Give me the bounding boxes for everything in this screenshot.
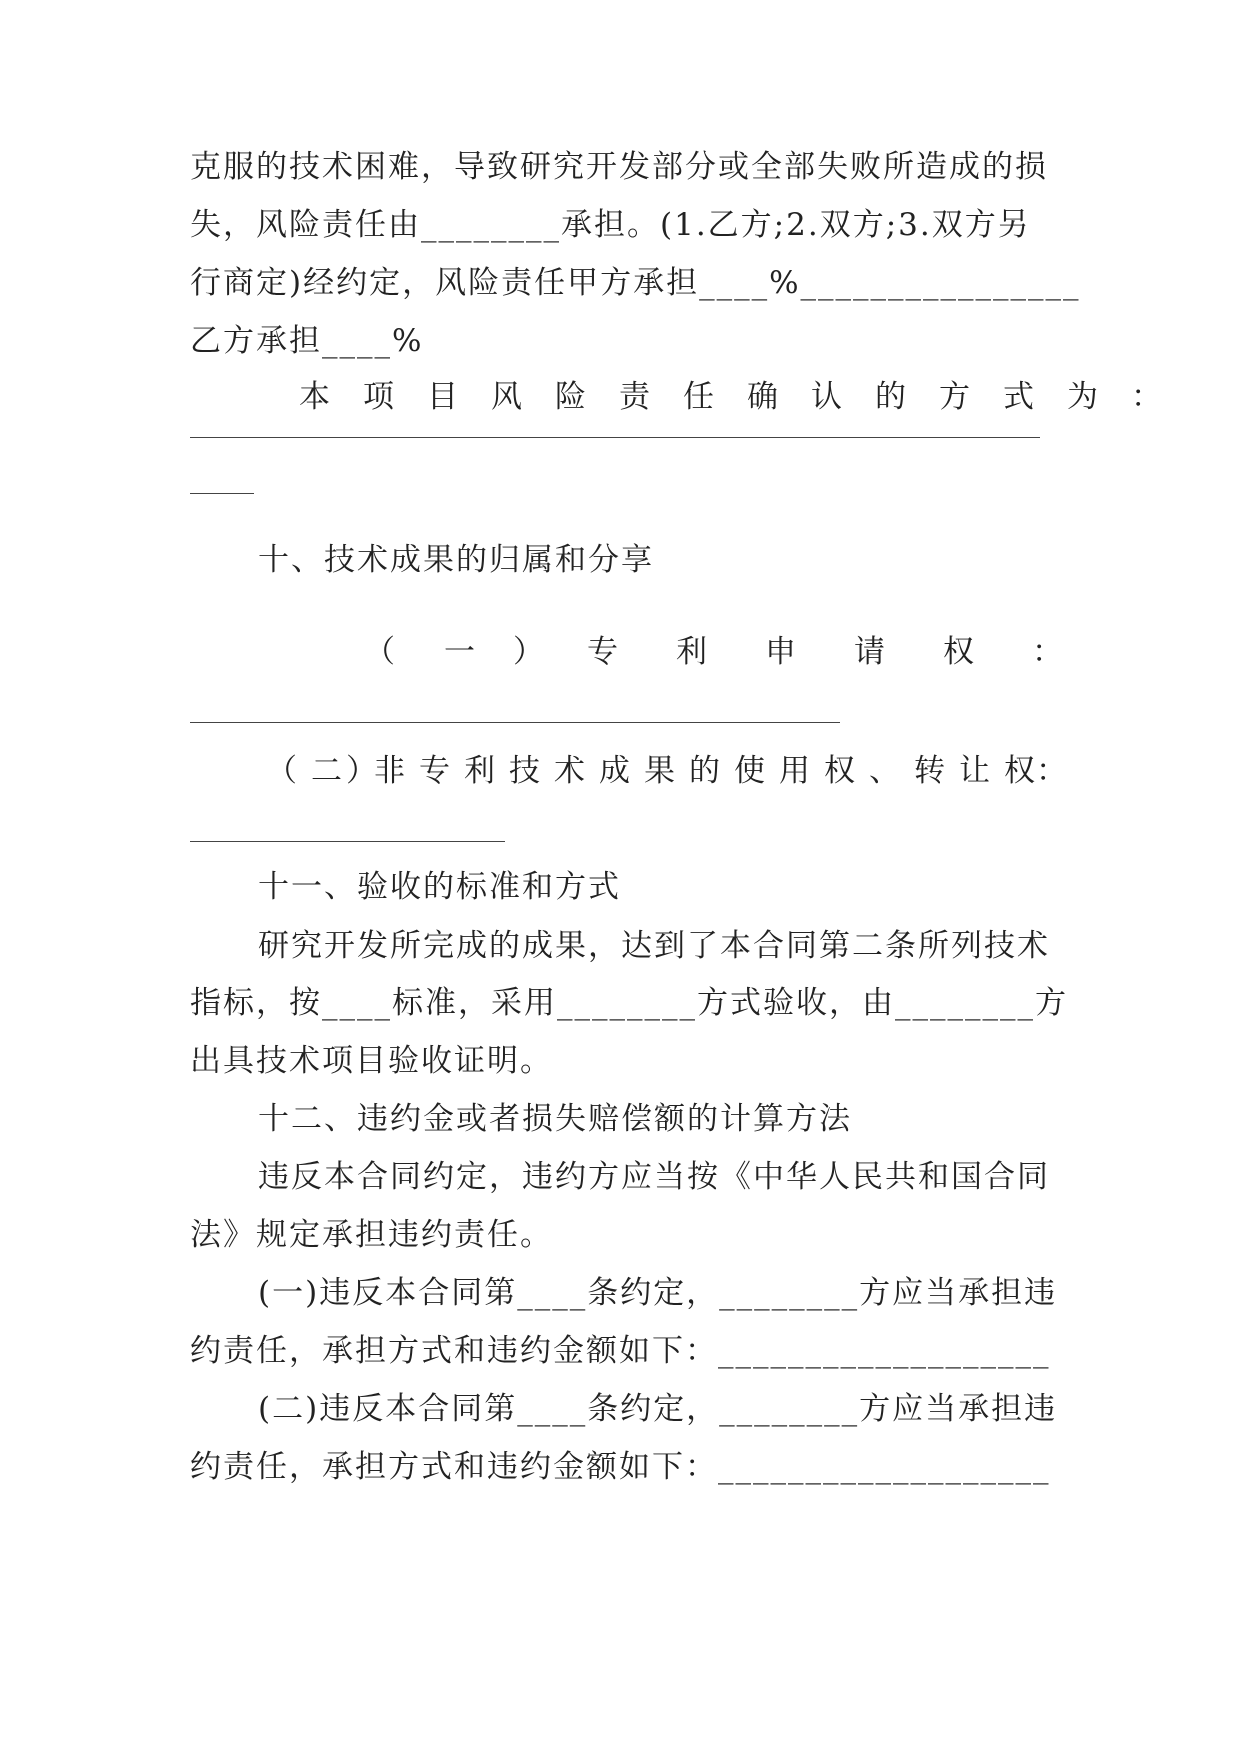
text-line-10: 研究开发所完成的成果，达到了本合同第二条所列技术: [258, 928, 1050, 964]
spread-char: （: [266, 753, 297, 789]
spread-char: 用: [779, 753, 810, 789]
spread-char: ：: [1036, 753, 1067, 789]
spread-char: 利: [464, 753, 495, 789]
spread-char: 技: [509, 753, 540, 789]
breach-item-1: (一)违反本合同第____条约定，________方应当承担违: [258, 1275, 1058, 1311]
spread-char: 非: [374, 753, 405, 789]
spread-char: 认: [811, 379, 842, 415]
spread-char: 权: [1004, 753, 1035, 789]
spread-char: ）: [346, 753, 377, 789]
spread-char: 确: [747, 379, 778, 415]
spread-char: 专: [419, 753, 450, 789]
spread-char: 任: [683, 379, 714, 415]
spread-char: 风: [491, 379, 522, 415]
breach-item-1-cont: 约责任，承担方式和违约金额如下：___________________: [190, 1333, 1051, 1369]
spread-char: 项: [363, 379, 394, 415]
spread-char: 利: [676, 634, 707, 670]
text-line-11: 指标，按____标准，采用________方式验收，由________方: [190, 985, 1068, 1021]
spread-char: 一: [444, 634, 475, 670]
blank-underline: [190, 437, 1040, 438]
spread-char: 权: [824, 753, 855, 789]
spread-char: ：: [1032, 634, 1063, 670]
spread-char: 请: [854, 634, 885, 670]
spread-char: 使: [734, 753, 765, 789]
blank-underline: [190, 841, 505, 842]
text-line-4: 乙方承担____%: [190, 323, 424, 359]
spread-char: 式: [1003, 379, 1034, 415]
spread-char: 的: [875, 379, 906, 415]
spread-char: 的: [689, 753, 720, 789]
spread-char: 二: [311, 753, 342, 789]
text-line-15: 法》规定承担违约责任。: [190, 1217, 553, 1253]
text-line-1: 克服的技术困难，导致研究开发部分或全部失败所造成的损: [190, 149, 1048, 185]
spread-char: 成: [599, 753, 630, 789]
section-heading-11: 十一、验收的标准和方式: [258, 869, 621, 905]
spread-char: 为: [1067, 379, 1098, 415]
spread-char: （: [364, 634, 395, 670]
spread-char: 让: [959, 753, 990, 789]
spread-char: 专: [587, 634, 618, 670]
spread-char: ）: [513, 634, 544, 670]
spread-char: ：: [1131, 379, 1162, 415]
spread-char: 险: [555, 379, 586, 415]
text-line-14: 违反本合同约定，违约方应当按《中华人民共和国合同: [258, 1159, 1050, 1195]
breach-item-2-cont: 约责任，承担方式和违约金额如下：___________________: [190, 1449, 1051, 1485]
breach-item-2: (二)违反本合同第____条约定，________方应当承担违: [258, 1391, 1058, 1427]
spread-char: 转: [914, 753, 945, 789]
spread-char: 申: [765, 634, 796, 670]
blank-underline: [190, 722, 840, 723]
text-line-12: 出具技术项目验收证明。: [190, 1043, 553, 1079]
blank-underline: [190, 493, 254, 494]
spread-char: 本: [299, 379, 330, 415]
spread-char: 果: [644, 753, 675, 789]
spread-char: 目: [427, 379, 458, 415]
spread-char: 方: [939, 379, 970, 415]
section-heading-12: 十二、违约金或者损失赔偿额的计算方法: [258, 1101, 852, 1137]
spread-char: 术: [554, 753, 585, 789]
text-line-2: 失，风险责任由________承担。(1.乙方;2.双方;3.双方另: [190, 207, 1031, 243]
spread-char: 责: [619, 379, 650, 415]
spread-char: 、: [869, 753, 900, 789]
text-line-3: 行商定)经约定，风险责任甲方承担____%________________: [190, 265, 1081, 301]
section-heading-10: 十、技术成果的归属和分享: [258, 542, 654, 578]
spread-char: 权: [943, 634, 974, 670]
